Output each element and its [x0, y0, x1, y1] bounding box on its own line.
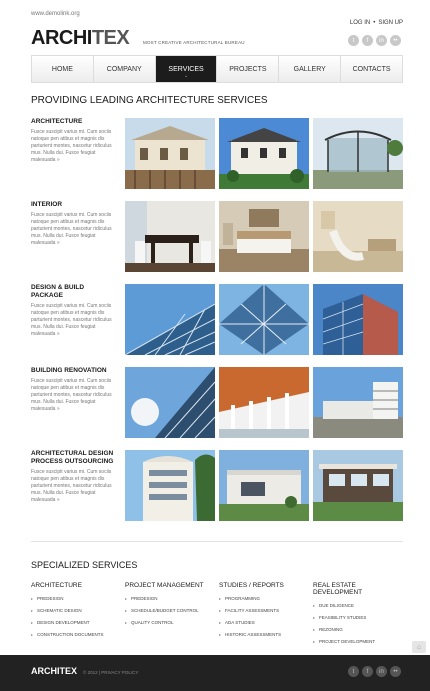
architecture-photo-1[interactable] — [125, 118, 215, 189]
read-more-link[interactable]: » — [56, 157, 60, 163]
renovation-photo-3[interactable] — [313, 367, 403, 438]
logo-main: ARCHI — [31, 27, 92, 49]
spec-link[interactable]: ▸ SCHEMATIC DESIGN — [31, 608, 123, 613]
spec-link[interactable]: ▸ PROGRAMMING — [219, 596, 311, 601]
nav-services-label: SERVICES — [168, 65, 204, 73]
service-text: Fusce suscipit varius mi. Cum sociis natoque pen atibus et magnis dis parturient montes, nascetur ridiculus mus. Nulla dui. Fusce feugiat malesuada — [31, 378, 112, 412]
service-title: ARCHITECTURAL DESIGN PROCESS OUTSOURCING — [31, 450, 114, 465]
spec-link[interactable]: ▸ PROJECT DEVELOPMENT — [313, 639, 405, 644]
spec-link[interactable]: ▸ PREDESIGN — [31, 596, 123, 601]
read-more-link[interactable]: » — [56, 497, 60, 503]
service-title: BUILDING RENOVATION — [31, 367, 107, 374]
section-divider — [31, 541, 403, 542]
nav-contacts[interactable] — [341, 56, 402, 82]
linkedin-icon[interactable]: in — [376, 35, 387, 46]
service-text: Fusce suscipit varius mi. Cum sociis natoque pen atibus et magnis dis parturient montes, nascetur ridiculus mus. Nulla dui. Fusce feugiat malesuada — [31, 303, 112, 337]
footer-social-icons — [348, 666, 401, 677]
spec-link[interactable]: ▸ HISTORIC ASSESSMENTS — [219, 632, 311, 637]
service-row-architecture — [31, 118, 403, 189]
facebook-icon[interactable]: f — [362, 35, 373, 46]
service-text: Fusce suscipit varius mi. Cum sociis natoque pen atibus et magnis dis parturient montes, nascetur ridiculus mus. Nulla dui. Fusce feugiat malesuada — [31, 129, 112, 163]
spec-link[interactable]: ▸ FEASIBILITY STUDIES — [313, 615, 405, 620]
service-row-design-build — [31, 284, 403, 355]
read-more-link[interactable]: » — [56, 331, 60, 337]
twitter-icon[interactable]: t — [348, 666, 359, 677]
spec-link[interactable]: ▸ DESIGN DEVELOPMENT — [31, 620, 123, 625]
spec-link[interactable]: ▸ QUALITY CONTROL — [125, 620, 217, 625]
read-more-link[interactable]: » — [56, 406, 60, 412]
logo-suffix: TEX — [91, 27, 130, 49]
design-build-photo-2[interactable] — [219, 284, 309, 355]
auth-links — [350, 20, 403, 26]
spec-link[interactable]: ▸ FACILITY ASSESSMENTS — [219, 608, 311, 613]
nav-home-label: HOME — [51, 65, 73, 73]
linkedin-icon[interactable]: in — [376, 666, 387, 677]
service-title: ARCHITECTURE — [31, 118, 83, 125]
header-url-text: www.demolink.org — [31, 11, 80, 17]
spec-column-heading: ARCHITECTURE — [31, 582, 82, 589]
service-text: Fusce suscipit varius mi. Cum sociis natoque pen atibus et magnis dis parturient montes, nascetur ridiculus mus. Nulla dui. Fusce feugiat malesuada — [31, 212, 112, 246]
home-icon: ⌂ — [416, 643, 422, 651]
outsourcing-photo-3[interactable] — [313, 450, 403, 521]
signup-link[interactable]: SIGN UP — [378, 20, 403, 26]
footer — [0, 655, 430, 691]
spec-link[interactable]: ▸ ADA STUDIES — [219, 620, 311, 625]
spec-column-project-management — [125, 582, 217, 632]
architecture-photo-3[interactable] — [313, 118, 403, 189]
interior-photo-1[interactable] — [125, 201, 215, 272]
facebook-icon[interactable]: f — [362, 666, 373, 677]
tagline: MOST CREATIVE ARCHITECTURAL BUREAU — [143, 40, 245, 45]
specialized-services-title: SPECIALIZED SERVICES — [31, 560, 138, 570]
outsourcing-photo-2[interactable] — [219, 450, 309, 521]
header-social-icons — [348, 35, 401, 46]
read-more-link[interactable]: » — [56, 240, 60, 246]
service-title: DESIGN & BUILD PACKAGE — [31, 284, 85, 299]
flickr-icon[interactable]: •• — [390, 35, 401, 46]
auth-separator: • — [373, 20, 376, 26]
spec-column-studies-reports — [219, 582, 311, 644]
design-build-photo-1[interactable] — [125, 284, 215, 355]
service-title: INTERIOR — [31, 201, 63, 208]
nav-services[interactable] — [156, 56, 218, 82]
spec-column-heading: STUDIES / REPORTS — [219, 582, 284, 589]
spec-column-heading: PROJECT MANAGEMENT — [125, 582, 204, 589]
flickr-icon[interactable]: •• — [390, 666, 401, 677]
spec-link[interactable]: ▸ REZONING — [313, 627, 405, 632]
spec-link[interactable]: ▸ DUE DILIGENCE — [313, 603, 405, 608]
spec-column-heading: REAL ESTATE DEVELOPMENT — [313, 582, 363, 596]
twitter-icon[interactable]: t — [348, 35, 359, 46]
nav-company[interactable] — [94, 56, 156, 82]
architecture-photo-2[interactable] — [219, 118, 309, 189]
interior-photo-2[interactable] — [219, 201, 309, 272]
spec-link[interactable]: ▸ PREDESIGN — [125, 596, 217, 601]
spec-column-architecture — [31, 582, 123, 644]
nav-gallery-label: GALLERY — [293, 65, 326, 73]
renovation-photo-2[interactable] — [219, 367, 309, 438]
footer-logo[interactable]: ARCHITEX — [31, 666, 78, 676]
page-title: PROVIDING LEADING ARCHITECTURE SERVICES — [31, 95, 268, 106]
nav-projects[interactable] — [217, 56, 279, 82]
interior-photo-3[interactable] — [313, 201, 403, 272]
outsourcing-photo-1[interactable] — [125, 450, 215, 521]
nav-contacts-label: CONTACTS — [352, 65, 391, 73]
service-row-interior — [31, 201, 403, 272]
spec-column-real-estate — [313, 582, 405, 651]
nav-projects-label: PROJECTS — [229, 65, 267, 73]
service-text: Fusce suscipit varius mi. Cum sociis natoque pen atibus et magnis dis parturient montes, nascetur ridiculus mus. Nulla dui. Fusce feugiat malesuada — [31, 469, 112, 503]
service-row-renovation — [31, 367, 403, 438]
logo[interactable] — [31, 27, 129, 50]
nav-company-label: COMPANY — [106, 65, 142, 73]
nav-home[interactable] — [32, 56, 94, 82]
footer-copyright[interactable]: © 2012 | PRIVACY POLICY — [83, 670, 139, 675]
design-build-photo-3[interactable] — [313, 284, 403, 355]
main-nav — [31, 55, 403, 83]
service-row-outsourcing — [31, 450, 403, 521]
renovation-photo-1[interactable] — [125, 367, 215, 438]
scroll-to-top-button[interactable] — [412, 641, 426, 653]
spec-link[interactable]: ▸ SCHEDULE/BUDGET CONTROL — [125, 608, 217, 613]
chevron-down-icon: ⌄ — [183, 73, 189, 79]
login-link[interactable]: LOG IN — [349, 20, 371, 26]
spec-link[interactable]: ▸ CONSTRUCTION DOCUMENTS — [31, 632, 123, 637]
nav-gallery[interactable] — [279, 56, 341, 82]
